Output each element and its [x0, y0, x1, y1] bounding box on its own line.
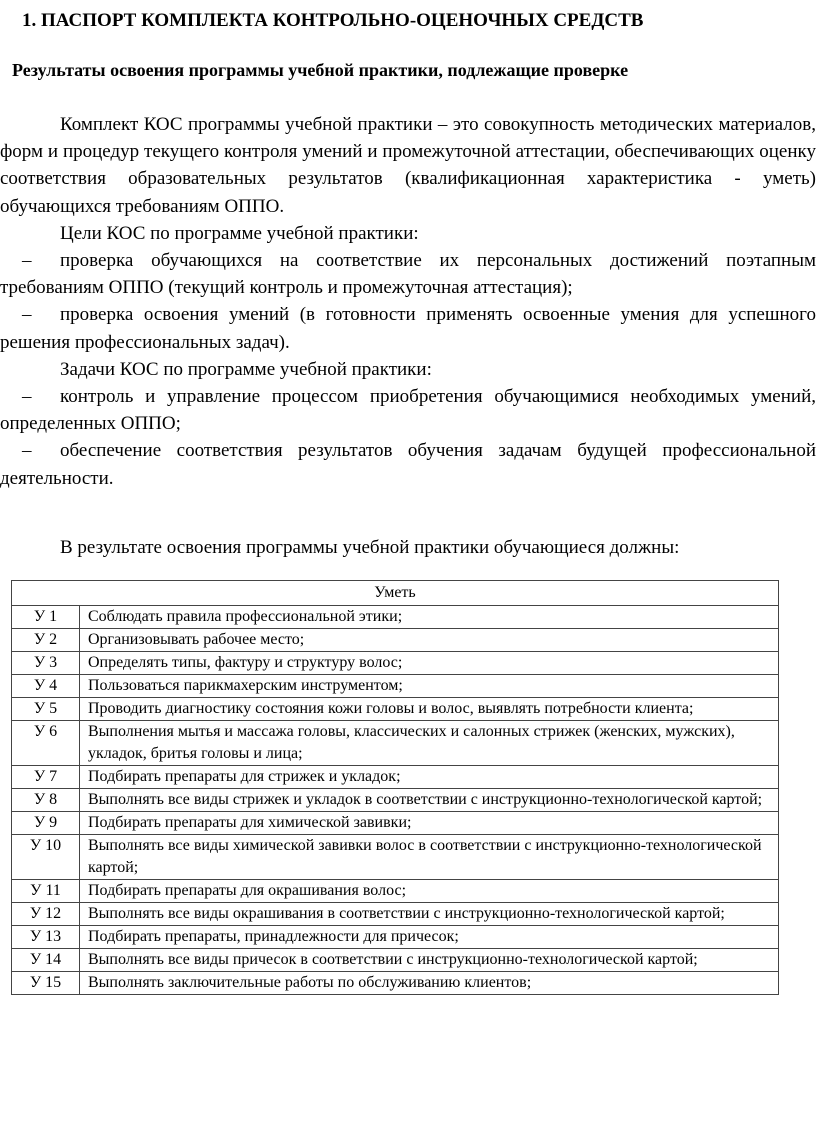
table-row: [12, 789, 779, 812]
dash-bullet: –: [22, 386, 32, 408]
section-heading: 1. ПАСПОРТ КОМПЛЕКТА КОНТРОЛЬНО-ОЦЕНОЧНЫХ СРЕДСТВ: [22, 10, 644, 31]
skill-code: У 1: [12, 606, 80, 629]
skill-description: Выполнять все виды окрашивания в соответствии с инструкционно-технологической картой;: [80, 903, 779, 926]
table-row: [12, 766, 779, 789]
skill-description: Соблюдать правила профессиональной этики;: [80, 606, 779, 629]
skill-code: У 15: [12, 972, 80, 995]
table-row: [12, 812, 779, 835]
skill-description: Подбирать препараты для химической завивки;: [80, 812, 779, 835]
table-row: [12, 926, 779, 949]
skill-code: У 13: [12, 926, 80, 949]
table-row: [12, 652, 779, 675]
table-row: [12, 972, 779, 995]
skill-description: Проводить диагностику состояния кожи головы и волос, выявлять потребности клиента;: [80, 698, 779, 721]
section-subheading: Результаты освоения программы учебной практики, подлежащие проверке: [12, 60, 629, 80]
skill-description: Подбирать препараты для стрижек и укладок;: [80, 766, 779, 789]
skill-code: У 7: [12, 766, 80, 789]
task-text: контроль и управление процессом приобретения обучающимися необходимых умений, определенных ОППО;: [0, 386, 816, 435]
skill-description: Подбирать препараты, принадлежности для причесок;: [80, 926, 779, 949]
table-row: [12, 880, 779, 903]
skill-description: Выполнять все виды причесок в соответствии с инструкционно-технологической картой;: [80, 949, 779, 972]
table-row: [12, 629, 779, 652]
table-row: [12, 675, 779, 698]
table-header: Уметь: [12, 581, 779, 606]
skill-description: Выполнять заключительные работы по обслуживанию клиентов;: [80, 972, 779, 995]
tasks-title: Задачи КОС по программе учебной практики:: [60, 358, 432, 380]
goals-title: Цели КОС по программе учебной практики:: [60, 222, 419, 244]
skill-code: У 6: [12, 721, 80, 766]
skill-description: Выполнения мытья и массажа головы, классических и салонных стрижек (женских, мужских), укладок, бритья головы и лица;: [80, 721, 779, 766]
skill-code: У 3: [12, 652, 80, 675]
skills-table: [11, 580, 779, 995]
skill-description: Организовывать рабочее место;: [80, 629, 779, 652]
table-row: [12, 606, 779, 629]
table-row: [12, 903, 779, 926]
table-row: [12, 835, 779, 880]
intro-paragraph: Комплект КОС программы учебной практики – это совокупность методических материалов, форм и процедур текущего контроля умений и промежуточной аттестации, обеспечивающих оценку соответствия образовательных результатов (квалификационная характеристика - уметь) обучающихся требованиям ОППО.: [0, 114, 816, 217]
dash-bullet: –: [22, 250, 32, 272]
skill-description: Пользоваться парикмахерским инструментом;: [80, 675, 779, 698]
skill-code: У 11: [12, 880, 80, 903]
skill-description: Выполнять все виды химической завивки волос в соответствии с инструкционно-технологической картой;: [80, 835, 779, 880]
body-text: [0, 111, 816, 492]
task-text: обеспечение соответствия результатов обучения задачам будущей профессиональной деятельности.: [0, 440, 816, 489]
skill-code: У 8: [12, 789, 80, 812]
skill-code: У 4: [12, 675, 80, 698]
goal-item: [0, 247, 816, 301]
skill-code: У 9: [12, 812, 80, 835]
skill-code: У 2: [12, 629, 80, 652]
dash-bullet: –: [22, 304, 32, 326]
task-item: [0, 383, 816, 437]
task-item: [0, 437, 816, 491]
skill-code: У 5: [12, 698, 80, 721]
table-body: [12, 606, 779, 995]
table-header-row: [12, 581, 779, 606]
skill-description: Определять типы, фактуру и структуру волос;: [80, 652, 779, 675]
table-row: [12, 949, 779, 972]
goal-item: [0, 301, 816, 355]
skill-code: У 12: [12, 903, 80, 926]
table-row: [12, 698, 779, 721]
skill-code: У 14: [12, 949, 80, 972]
skill-code: У 10: [12, 835, 80, 880]
skill-description: Выполнять все виды стрижек и укладок в соответствии с инструкционно-технологической картой;: [80, 789, 779, 812]
goal-text: проверка обучающихся на соответствие их персональных достижений поэтапным требованиям ОППО (текущий контроль и промежуточная аттестация);: [0, 250, 816, 299]
goal-text: проверка освоения умений (в готовности применять освоенные умения для успешного решения профессиональных задач).: [0, 304, 816, 353]
lead-sentence: В результате освоения программы учебной практики обучающиеся должны:: [60, 537, 680, 558]
skill-description: Подбирать препараты для окрашивания волос;: [80, 880, 779, 903]
table-row: [12, 721, 779, 766]
dash-bullet: –: [22, 440, 32, 462]
